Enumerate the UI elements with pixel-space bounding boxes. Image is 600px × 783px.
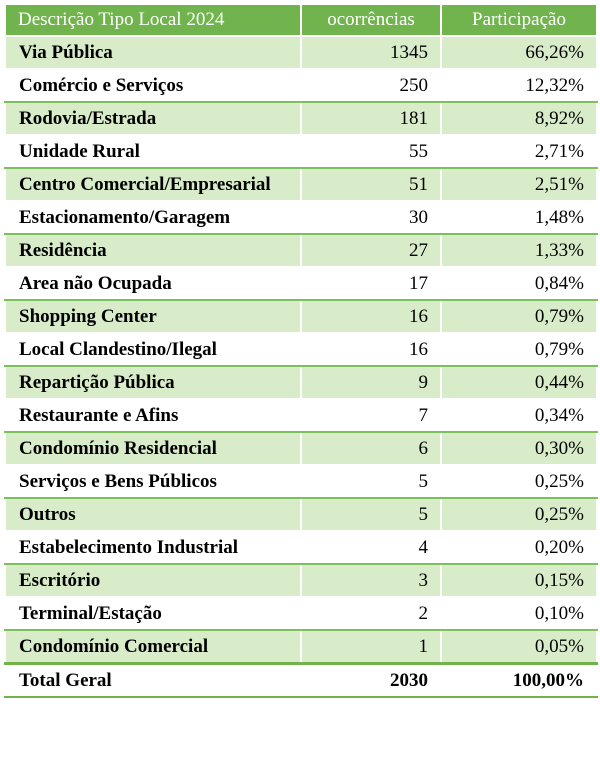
row-share: 0,79% (441, 333, 597, 366)
row-description: Escritório (5, 564, 301, 597)
row-share: 2,51% (441, 168, 597, 201)
table-row (5, 135, 597, 168)
row-share: 8,92% (441, 102, 597, 135)
header-description: Descrição Tipo Local 2024 (5, 4, 301, 36)
row-occurrences: 16 (301, 300, 441, 333)
table-row (5, 432, 597, 465)
row-occurrences: 27 (301, 234, 441, 267)
row-description: Area não Ocupada (5, 267, 301, 300)
row-description: Unidade Rural (5, 135, 301, 168)
row-occurrences: 30 (301, 201, 441, 234)
row-description: Restaurante e Afins (5, 399, 301, 432)
header-share: Participação (441, 4, 597, 36)
table-row (5, 531, 597, 564)
row-occurrences: 1345 (301, 36, 441, 69)
row-description: Local Clandestino/Ilegal (5, 333, 301, 366)
row-description: Shopping Center (5, 300, 301, 333)
row-occurrences: 181 (301, 102, 441, 135)
row-description: Rodovia/Estrada (5, 102, 301, 135)
row-description: Comércio e Serviços (5, 69, 301, 102)
row-description: Centro Comercial/Empresarial (5, 168, 301, 201)
table-row (5, 366, 597, 399)
table-row (5, 234, 597, 267)
row-occurrences: 6 (301, 432, 441, 465)
row-share: 0,05% (441, 630, 597, 664)
table-row (5, 498, 597, 531)
row-share: 0,25% (441, 498, 597, 531)
table-row (5, 201, 597, 234)
table-row (5, 300, 597, 333)
row-share: 0,30% (441, 432, 597, 465)
row-occurrences: 4 (301, 531, 441, 564)
row-description: Serviços e Bens Públicos (5, 465, 301, 498)
row-description: Via Pública (5, 36, 301, 69)
table-row (5, 102, 597, 135)
total-count: 2030 (301, 664, 441, 698)
header-row (5, 4, 597, 36)
row-share: 2,71% (441, 135, 597, 168)
row-description: Repartição Pública (5, 366, 301, 399)
row-share: 0,44% (441, 366, 597, 399)
row-occurrences: 7 (301, 399, 441, 432)
total-row (5, 664, 597, 698)
row-occurrences: 16 (301, 333, 441, 366)
row-share: 66,26% (441, 36, 597, 69)
table-container (4, 3, 596, 698)
row-share: 12,32% (441, 69, 597, 102)
row-occurrences: 55 (301, 135, 441, 168)
row-description: Estacionamento/Garagem (5, 201, 301, 234)
row-occurrences: 2 (301, 597, 441, 630)
row-occurrences: 1 (301, 630, 441, 664)
row-occurrences: 17 (301, 267, 441, 300)
total-share: 100,00% (441, 664, 597, 698)
row-occurrences: 250 (301, 69, 441, 102)
row-share: 1,33% (441, 234, 597, 267)
row-description: Outros (5, 498, 301, 531)
total-label: Total Geral (5, 664, 301, 698)
row-description: Estabelecimento Industrial (5, 531, 301, 564)
table-row (5, 168, 597, 201)
row-share: 1,48% (441, 201, 597, 234)
table-row (5, 564, 597, 597)
table-row (5, 267, 597, 300)
row-occurrences: 3 (301, 564, 441, 597)
table-row (5, 36, 597, 69)
table-row (5, 630, 597, 664)
row-description: Residência (5, 234, 301, 267)
row-share: 0,20% (441, 531, 597, 564)
row-occurrences: 51 (301, 168, 441, 201)
row-share: 0,25% (441, 465, 597, 498)
row-occurrences: 5 (301, 465, 441, 498)
table-body (5, 36, 597, 697)
row-occurrences: 9 (301, 366, 441, 399)
row-share: 0,79% (441, 300, 597, 333)
header-occurrences: ocorrências (301, 4, 441, 36)
row-share: 0,15% (441, 564, 597, 597)
row-occurrences: 5 (301, 498, 441, 531)
row-description: Terminal/Estação (5, 597, 301, 630)
occurrences-table (4, 3, 598, 698)
row-share: 0,34% (441, 399, 597, 432)
table-row (5, 465, 597, 498)
row-description: Condomínio Residencial (5, 432, 301, 465)
row-share: 0,10% (441, 597, 597, 630)
table-row (5, 333, 597, 366)
table-row (5, 597, 597, 630)
table-row (5, 399, 597, 432)
row-description: Condomínio Comercial (5, 630, 301, 664)
row-share: 0,84% (441, 267, 597, 300)
table-row (5, 69, 597, 102)
table-header (5, 4, 597, 36)
